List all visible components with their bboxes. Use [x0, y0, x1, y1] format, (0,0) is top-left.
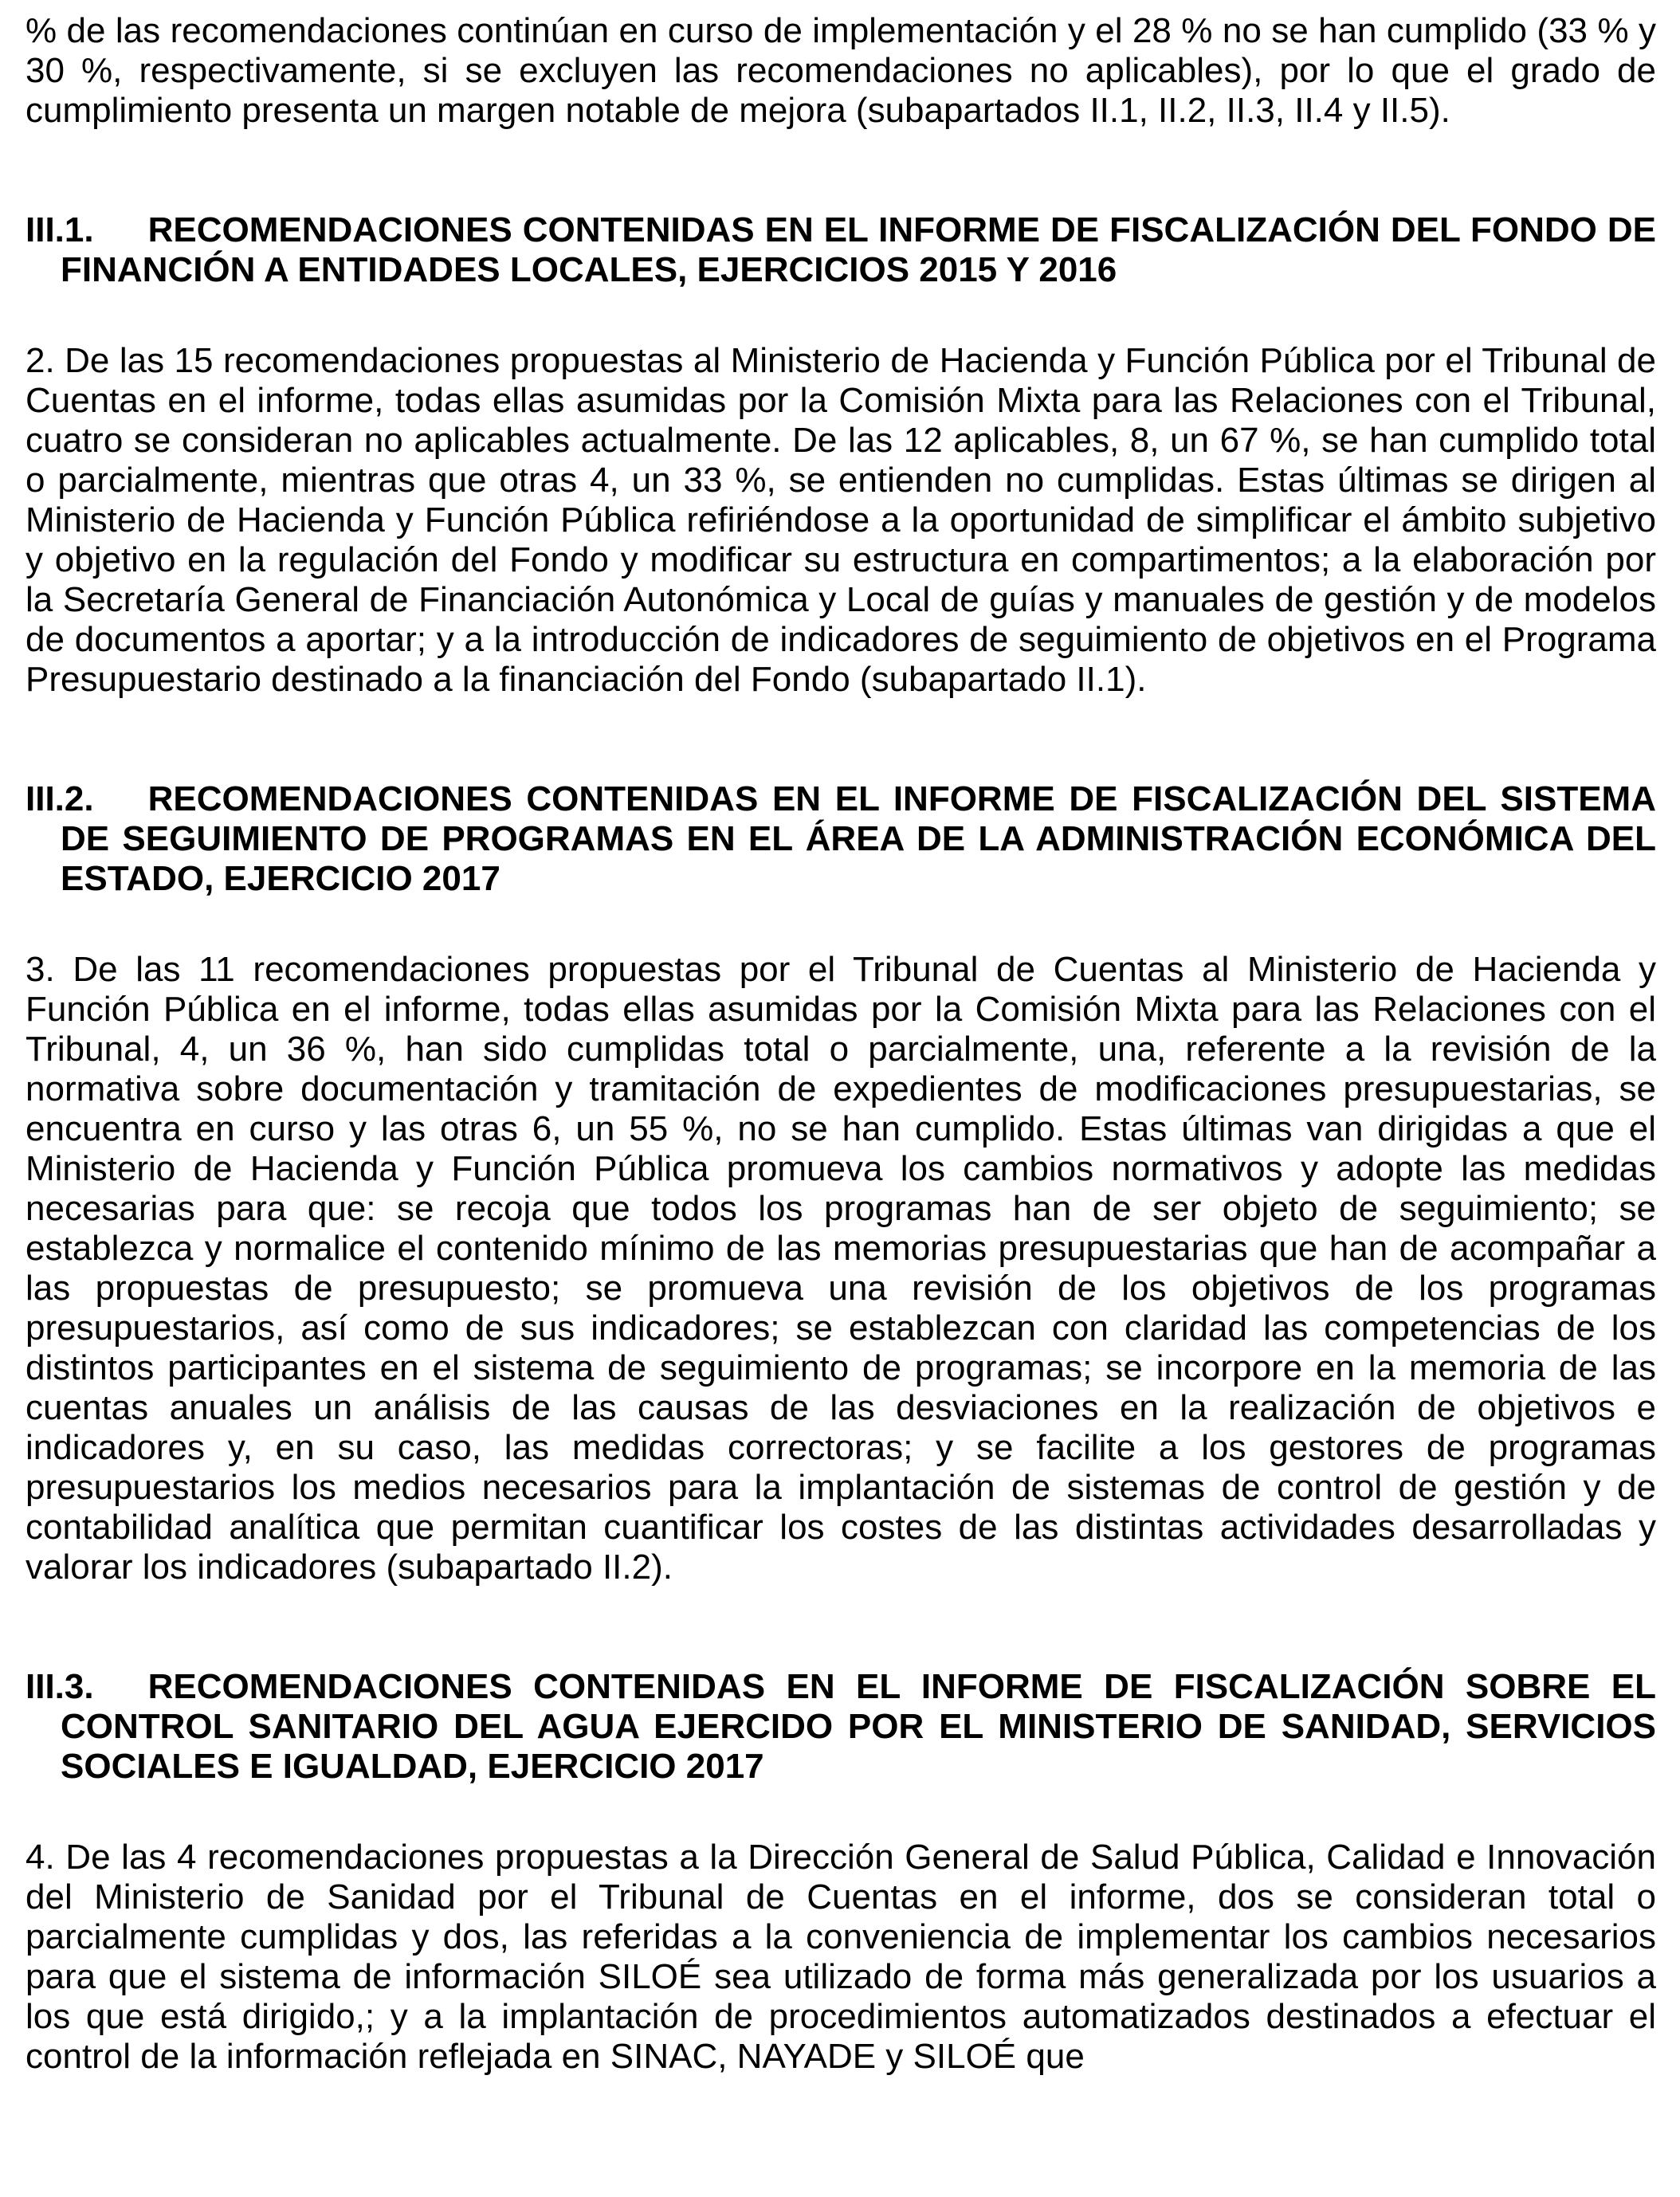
section-paragraph-4: 4. De las 4 recomendaciones propuestas a la Dirección General de Salud Pública, Calidad e Innovación del Ministerio de Sanidad por el Tribunal de Cuentas en el informe, dos se consideran total o parcialmente cumplidas y dos, las referidas a la conveniencia de implementar los cambios necesarios para que el sistema de información SILOÉ sea utilizado de forma más generalizada por los usuarios a los que está dirigido,; y a la implantación de procedimientos automatizados destinados a efectuar el control de la información reflejada en SINAC, NAYADE y SILOÉ que	[26, 1838, 1656, 2076]
heading-number: III.1.	[26, 210, 94, 249]
section-heading-iii-1	[26, 210, 1656, 290]
heading-title: RECOMENDACIONES CONTENIDAS EN EL INFORME DE FISCALIZACIÓN DEL FONDO DE FINANCIÓN A ENTIDADES LOCALES, EJERCICIOS 2015 Y 2016	[61, 210, 1656, 289]
heading-title: RECOMENDACIONES CONTENIDAS EN EL INFORME DE FISCALIZACIÓN DEL SISTEMA DE SEGUIMIENTO DE PROGRAMAS EN EL ÁREA DE LA ADMINISTRACIÓN ECONÓMICA DEL ESTADO, EJERCICIO 2017	[61, 779, 1656, 898]
heading-number: III.3.	[26, 1667, 94, 1706]
heading-title: RECOMENDACIONES CONTENIDAS EN EL INFORME DE FISCALIZACIÓN SOBRE EL CONTROL SANITARIO DEL AGUA EJERCIDO POR EL MINISTERIO DE SANIDAD, SERVICIOS SOCIALES E IGUALDAD, EJERCICIO 2017	[61, 1667, 1656, 1786]
intro-paragraph: % de las recomendaciones continúan en curso de implementación y el 28 % no se han cumplido (33 % y 30 %, respectivamente, si se excluyen las recomendaciones no aplicables), por lo que el grado de cumplimiento presenta un margen notable de mejora (subapartados II.1, II.2, II.3, II.4 y II.5).	[26, 11, 1656, 130]
section-paragraph-2: 2. De las 15 recomendaciones propuestas al Ministerio de Hacienda y Función Pública por el Tribunal de Cuentas en el informe, todas ellas asumidas por la Comisión Mixta para las Relaciones con el Tribunal, cuatro se consideran no aplicables actualmente. De las 12 aplicables, 8, un 67 %, se han cumplido total o parcialmente, mientras que otras 4, un 33 %, se entienden no cumplidas. Estas últimas se dirigen al Ministerio de Hacienda y Función Pública refiriéndose a la oportunidad de simplificar el ámbito subjetivo y objetivo en la regulación del Fondo y modificar su estructura en compartimentos; a la elaboración por la Secretaría General de Financiación Autonómica y Local de guías y manuales de gestión y de modelos de documentos a aportar; y a la introducción de indicadores de seguimiento de objetivos en el Programa Presupuestario destinado a la financiación del Fondo (subapartado II.1).	[26, 341, 1656, 699]
section-heading-iii-3	[26, 1667, 1656, 1787]
heading-number: III.2.	[26, 779, 94, 818]
section-heading-iii-2	[26, 779, 1656, 899]
section-paragraph-3: 3. De las 11 recomendaciones propuestas por el Tribunal de Cuentas al Ministerio de Hacienda y Función Pública en el informe, todas ellas asumidas por la Comisión Mixta para las Relaciones con el Tribunal, 4, un 36 %, han sido cumplidas total o parcialmente, una, referente a la revisión de la normativa sobre documentación y tramitación de expedientes de modificaciones presupuestarias, se encuentra en curso y las otras 6, un 55 %, no se han cumplido. Estas últimas van dirigidas a que el Ministerio de Hacienda y Función Pública promueva los cambios normativos y adopte las medidas necesarias para que: se recoja que todos los programas han de ser objeto de seguimiento; se establezca y normalice el contenido mínimo de las memorias presupuestarias que han de acompañar a las propuestas de presupuesto; se promueva una revisión de los objetivos de los programas presupuestarios, así como de sus indicadores; se establezcan con claridad las competencias de los distintos participantes en el sistema de seguimiento de programas; se incorpore en la memoria de las cuentas anuales un análisis de las causas de las desviaciones en la realización de objetivos e indicadores y, en su caso, las medidas correctoras; y se facilite a los gestores de programas presupuestarios los medios necesarios para la implantación de sistemas de control de gestión y de contabilidad analítica que permitan cuantificar los costes de las distintas actividades desarrolladas y valorar los indicadores (subapartado II.2).	[26, 950, 1656, 1587]
